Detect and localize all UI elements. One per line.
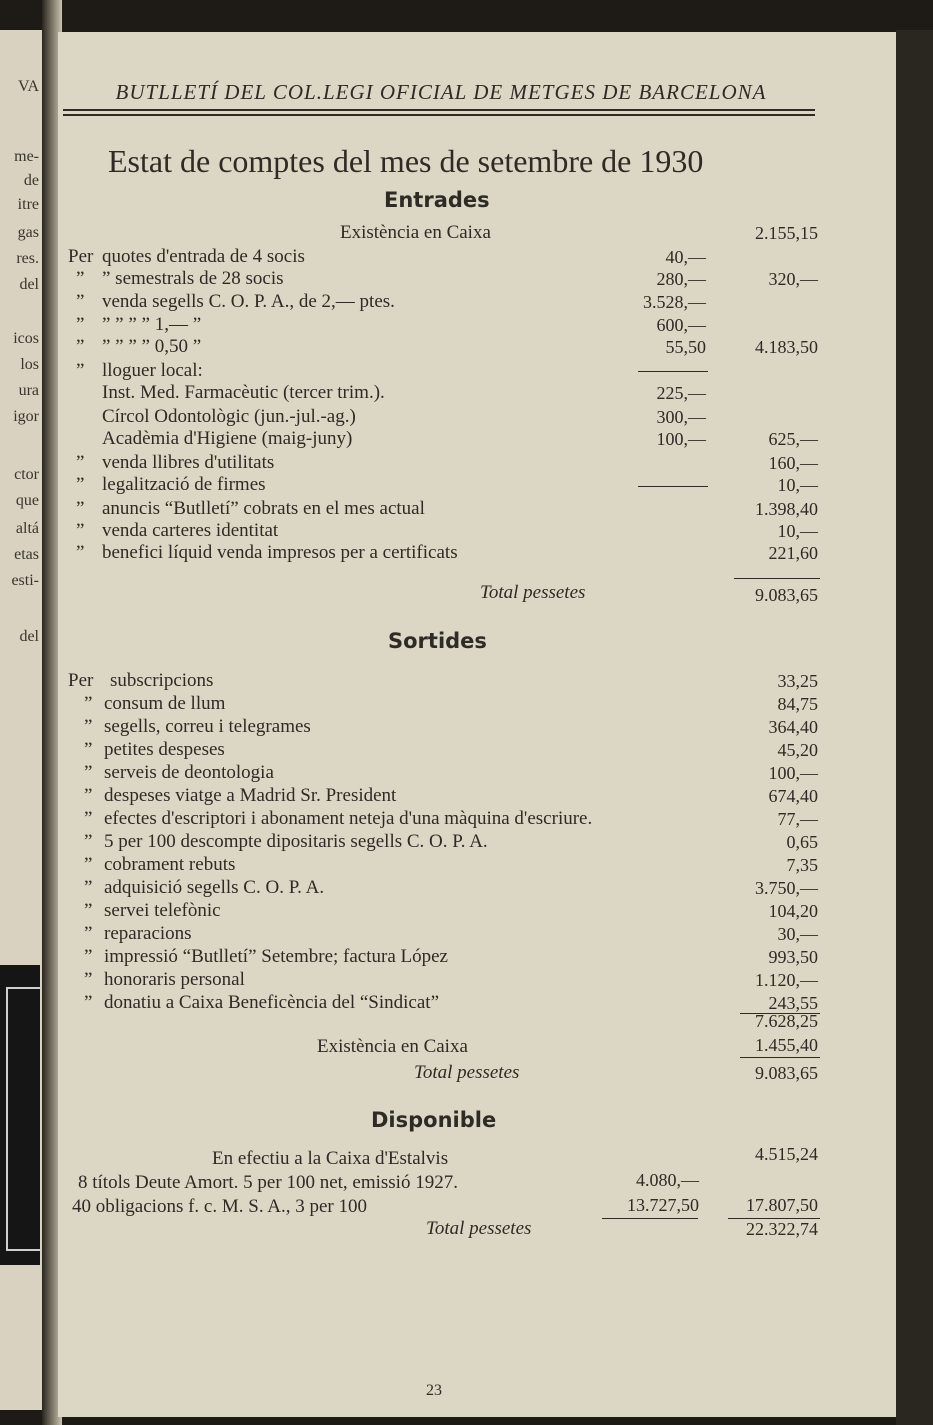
sortides-row-value: 77,— [777,809,818,829]
sortides-row-value: 243,55 [768,993,818,1013]
entrades-row-prefix: ” [76,268,85,289]
sortides-row-value: 100,— [768,763,818,783]
sortides-total-label: Total pessetes [414,1062,520,1083]
entrades-row-prefix: ” [76,336,85,357]
sortides-row-prefix: ” [84,693,93,714]
sortides-row-label: despeses viatge a Madrid Sr. President [104,785,397,806]
sortides-row-prefix: ” [84,900,93,921]
sortides-row-value: 0,65 [786,832,818,852]
entrades-heading: Entrades [384,188,490,212]
prev-fragment: que [15,492,39,509]
prev-fragment: icos [13,330,39,347]
entrades-row-prefix: ” [76,291,85,312]
entrades-row-prefix: ” [76,542,85,563]
prev-fragment: gas [17,224,39,241]
prev-fragment: VA [17,78,39,95]
entrades-row-label: lloguer local: [102,360,203,381]
sortides-row-label: adquisició segells C. O. P. A. [104,877,325,898]
sortides-row-value: 674,40 [768,786,818,806]
disponible-total-label: Total pessetes [426,1218,532,1239]
sortides-row-value: 33,25 [777,671,818,691]
entrades-row-label: ” ” ” ” 1,— ” [102,314,202,335]
sortides-row-label: petites despeses [104,739,225,760]
entrades-row-col1: 600,— [656,315,706,335]
sortides-row-prefix: ” [84,785,93,806]
sortides-row-label: efectes d'escriptori i abonament neteja d'una màquina d'escriure. [104,808,593,829]
sortides-row-label: impressió “Butlletí” Setembre; factura López [104,946,448,967]
underline [734,578,820,579]
entrades-row-col1: 300,— [656,407,706,427]
entrades-row-prefix: ” [76,520,85,541]
sortides-row-value: 84,75 [777,694,818,714]
prev-fragment: res. [16,250,39,267]
entrades-row-col2: 625,— [768,429,818,449]
entrades-row-col1: 225,— [656,383,706,403]
prev-fragment: ura [18,382,39,399]
sortides-row-prefix: ” [84,854,93,875]
prev-fragment: ctor [14,466,39,483]
page [58,32,896,1417]
sortides-existencia-value: 1.455,40 [755,1035,818,1055]
entrades-row-col2: 10,— [777,521,818,541]
prev-fragment: me- [14,148,39,165]
underline [740,1057,820,1058]
entrades-row-col2: 160,— [768,453,818,473]
entrades-row-col2: 10,— [777,475,818,495]
sortides-row-prefix: ” [84,739,93,760]
sortides-row-value: 3.750,— [755,878,818,898]
entrades-row-col2: 221,60 [768,543,818,563]
entrades-row-label: benefici líquid venda impresos per a certificats [102,542,458,563]
entrades-row-prefix: ” [76,474,85,495]
disponible-row-label: En efectiu a la Caixa d'Estalvis [212,1148,449,1169]
sortides-row-prefix: ” [84,808,93,829]
sortides-row-prefix: ” [84,716,93,737]
entrades-row-col1: 280,— [656,269,706,289]
sortides-row-value: 7,35 [786,855,818,875]
sortides-row-value: 364,40 [768,717,818,737]
sortides-row-prefix: ” [84,923,93,944]
entrades-row-label: anuncis “Butlletí” cobrats en el mes actual [102,498,425,519]
entrades-total-label: Total pessetes [480,582,586,603]
entrades-total-value: 9.083,65 [755,585,818,605]
sortides-row-prefix: ” [84,946,93,967]
running-header: BUTLLETÍ DEL COL.LEGI OFICIAL DE METGES DE BARCELONA [115,80,767,104]
sortides-subtotal: 7.628,25 [755,1011,818,1031]
entrades-row-col1: 40,— [665,247,706,267]
entrades-row-prefix: ” [76,314,85,335]
entrades-row-prefix: ” [76,452,85,473]
sortides-row-label: reparacions [104,923,192,944]
header-rule [63,114,815,116]
disponible-row-label: 40 obligacions f. c. M. S. A., 3 per 100 [72,1196,368,1217]
underline [602,1218,698,1219]
disponible-total-value: 22.322,74 [746,1219,818,1239]
sortides-row-prefix: ” [84,969,93,990]
sortides-total-value: 9.083,65 [755,1063,818,1083]
prev-fragment: los [20,356,39,373]
prev-black-box [0,965,40,1265]
disponible-heading: Disponible [371,1108,497,1132]
sortides-row-value: 30,— [777,924,818,944]
prev-fragment: del [19,628,39,645]
disponible-row-col1: 13.727,50 [627,1195,699,1215]
disponible-row-col1: 4.080,— [636,1170,699,1190]
entrades-existencia-value: 2.155,15 [755,223,818,243]
entrades-row-col1: 3.528,— [643,292,706,312]
sortides-row-prefix: ” [84,877,93,898]
entrades-row-label: venda llibres d'utilitats [102,452,275,473]
sortides-row-label: cobrament rebuts [104,854,236,875]
entrades-row-label: ” ” ” ” 0,50 ” [102,336,202,357]
sortides-row-label: honoraris personal [104,969,245,990]
prev-fragment: del [19,276,39,293]
page-title: Estat de comptes del mes de setembre de 1930 [108,143,704,179]
sortides-row-prefix: ” [84,831,93,852]
sortides-row-prefix: Per [68,670,94,691]
entrades-row-label: Inst. Med. Farmacèutic (tercer trim.). [102,382,385,403]
sortides-row-label: 5 per 100 descompte dipositaris segells C. O. P. A. [104,831,488,852]
prev-fragment: igor [13,408,39,425]
entrades-row-label: venda segells C. O. P. A., de 2,— ptes. [102,291,395,312]
entrades-row-label: venda carteres identitat [102,520,279,541]
header-rule [63,109,815,111]
entrades-row-col2: 1.398,40 [755,499,818,519]
disponible-row-value: 17.807,50 [746,1195,818,1215]
entrades-row-prefix: Per [68,246,94,267]
prev-fragment: altá [15,520,39,537]
entrades-row-label: Acadèmia d'Higiene (maig-juny) [102,428,353,449]
prev-fragment: de [23,172,39,189]
page-number: 23 [426,1382,442,1399]
sortides-row-label: serveis de deontologia [104,762,274,783]
sortides-row-label: subscripcions [110,670,214,691]
prev-fragment: etas [14,546,39,563]
entrades-row-label: quotes d'entrada de 4 socis [102,246,305,267]
entrades-row-label: ” semestrals de 28 socis [102,268,284,289]
sortides-existencia-label: Existència en Caixa [317,1036,468,1057]
entrades-row-col2: 320,— [768,269,818,289]
sortides-row-prefix: ” [84,992,93,1013]
underline [638,371,708,372]
previous-page-edge [0,30,42,1410]
prev-fragment: esti- [11,572,39,589]
entrades-existencia-label: Existència en Caixa [340,222,491,243]
sortides-row-label: segells, correu i telegrames [104,716,311,737]
prev-fragment: itre [17,196,39,213]
entrades-row-col2: 4.183,50 [755,337,818,357]
sortides-row-value: 993,50 [768,947,818,967]
entrades-row-col1: 100,— [656,429,706,449]
sortides-row-label: donatiu a Caixa Beneficència del “Sindicat” [104,992,439,1013]
disponible-row-value: 4.515,24 [755,1144,818,1164]
entrades-row-prefix: ” [76,360,85,381]
disponible-row-label: 8 títols Deute Amort. 5 per 100 net, emissió 1927. [78,1172,458,1193]
sortides-row-value: 45,20 [777,740,818,760]
entrades-row-prefix: ” [76,498,85,519]
sortides-heading: Sortides [388,629,487,653]
right-edge [896,30,933,1425]
sortides-row-value: 104,20 [768,901,818,921]
entrades-row-label: legalització de firmes [102,474,266,495]
underline [638,486,708,487]
entrades-row-label: Círcol Odontològic (jun.-jul.-ag.) [102,406,356,427]
sortides-row-label: servei telefònic [104,900,221,921]
sortides-row-label: consum de llum [104,693,226,714]
entrades-row-col1: 55,50 [665,337,706,357]
sortides-row-prefix: ” [84,762,93,783]
sortides-row-value: 1.120,— [755,970,818,990]
